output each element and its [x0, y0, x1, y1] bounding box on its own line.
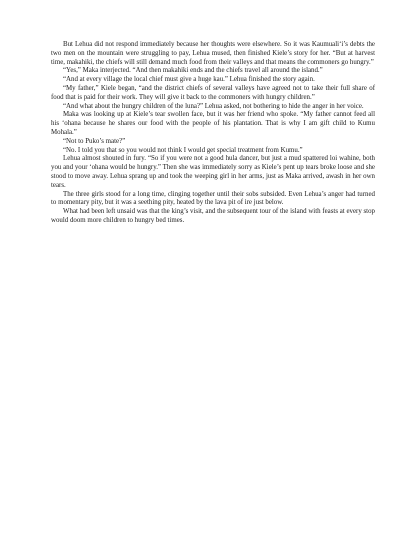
paragraph: “My father,” Kiele began, “and the district chiefs of several valleys have agreed not to take their full share of food that is paid for their work. They will give it back to the commoners with hungry children.”: [51, 84, 375, 101]
paragraph: “Not to Puko’s mate?”: [63, 137, 126, 145]
paragraph: “Yes,” Maka interjected. “And then makahiki ends and the chiefs travel all around the island.”: [63, 67, 323, 75]
paragraph: Maka was looking up at Kiele’s tear swollen face, but it was her friend who spoke. “My father cannot feed all his ‘ohana because he shares our food with the people of his plantation. That is why I am gift child to Kumu Mohala.”: [51, 111, 375, 136]
document-page: [51, 41, 375, 226]
paragraph: “And at every village the local chief must give a huge kau.” Lehua finished the story again.: [63, 76, 315, 84]
paragraph: What had been left unsaid was that the king’s visit, and the subsequent tour of the island with feasts at every stop would doom more children to hungry bed times.: [51, 208, 375, 224]
paragraph: “And what about the hungry children of the luna?” Lehua asked, not bothering to hide the anger in her voice.: [63, 102, 364, 110]
paragraph: The three girls stood for a long time, clinging together until their sobs subsided. Even Lehua’s anger had turned to momentary pity, but it was a seething pity, heated by the lava pit of ire just below.: [51, 190, 375, 207]
paragraph: “No. I told you that so you would not think I would get special treatment from Kumu.”: [63, 146, 303, 154]
paragraph: But Lehua did not respond immediately because her thoughts were elsewhere. So it was Kaumuali‘i’s debts the two men on the mountain were struggling to pay, Lehua mused, then finished Kiele’s story for her. “But at harvest time, makahiki, the chiefs will still demand much food from their valleys and that means the commoners go hungry.”: [51, 41, 375, 66]
paragraph: Lehua almost shouted in fury. “So if you were not a good hula dancer, but just a mud spattered loi wahine, both you and your ‘ohana would be hungry.” Then she was immediately sorry as Kiele’s pent up tears broke loose and she stood to move away. Lehua sprang up and took the weeping girl in her arms, just as Maka arrived, awash in her own tears.: [51, 155, 375, 189]
